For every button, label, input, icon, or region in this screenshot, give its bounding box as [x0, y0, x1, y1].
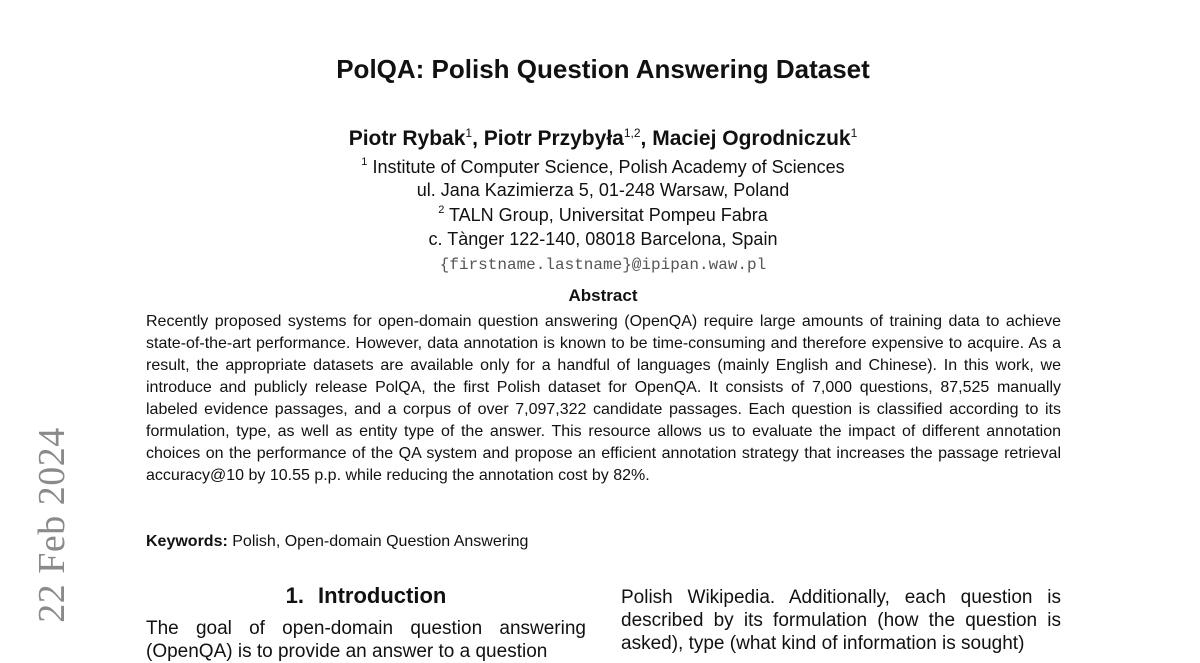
- abstract-text: Recently proposed systems for open-domain question answering (OpenQA) require large amounts of training data to achieve state-of-the-art performance. However, data annotation is known to be time-consuming and therefore expensive to acquire. As a result, the appropriate datasets are available only for a handful of languages (mainly English and Chinese). In this work, we introduce and publicly release PolQA, the first Polish dataset for OpenQA. It consists of 7,000 questions, 87,525 manually labeled evidence passages, and a corpus of over 7,097,322 candidate passages. Each question is classified according to its formulation, type, as well as entity type of the answer. This resource allows us to evaluate the impact of different annotation choices on the performance of the QA system and propose an efficient annotation strategy that increases the passage retrieval accuracy@10 by 10.55 p.p. while reducing the annotation cost by 82%.: [146, 313, 1061, 484]
- affiliation-1-text: Institute of Computer Science, Polish Academy of Sciences: [372, 157, 845, 177]
- section-number: 1.: [285, 583, 305, 608]
- intro-right-column-text: Polish Wikipedia. Additionally, each question is described by its formulation (how the question is asked), type (what kind of information is sought): [621, 587, 1061, 654]
- abstract-heading: Abstract: [568, 286, 638, 305]
- author-name: Maciej Ogrodniczuk: [652, 127, 851, 150]
- affiliation-1-mark: 1: [361, 156, 368, 168]
- arxiv-date-text: 22 Feb 2024: [31, 427, 73, 623]
- section-heading: [146, 583, 586, 609]
- section-title: Introduction: [318, 583, 447, 608]
- affiliation-2-address: c. Tànger 122-140, 08018 Barcelona, Spain: [428, 229, 778, 249]
- author-separator: ,: [640, 127, 653, 150]
- author-affiliation-mark: 1: [850, 126, 858, 140]
- author-affiliation-mark: 1: [465, 126, 473, 140]
- keywords-label: Keywords:: [146, 533, 228, 550]
- author-name: Piotr Rybak: [348, 127, 466, 150]
- author-separator: ,: [472, 127, 484, 150]
- author-name: Piotr Przybyła: [483, 127, 624, 150]
- affiliation-2-text: TALN Group, Universitat Pompeu Fabra: [449, 205, 768, 225]
- author-affiliation-mark: 1,2: [623, 126, 641, 140]
- affiliation-1-address: ul. Jana Kazimierza 5, 01-248 Warsaw, Poland: [416, 180, 790, 200]
- paper-title: PolQA: Polish Question Answering Dataset: [336, 54, 870, 84]
- affiliation-2-name: [0, 204, 1200, 226]
- intro-left-column-text: The goal of open-domain question answering (OpenQA) is to provide an answer to a question: [146, 618, 586, 662]
- author-email: {firstname.lastname}@ipipan.waw.pl: [439, 256, 767, 274]
- affiliation-1-name: [0, 156, 1200, 178]
- keywords-value: Polish, Open-domain Question Answering: [232, 533, 529, 550]
- keywords-line: [146, 533, 528, 551]
- arxiv-date-stamp: [28, 420, 76, 630]
- affiliation-2-mark: 2: [438, 204, 445, 216]
- author-list: [0, 126, 1200, 151]
